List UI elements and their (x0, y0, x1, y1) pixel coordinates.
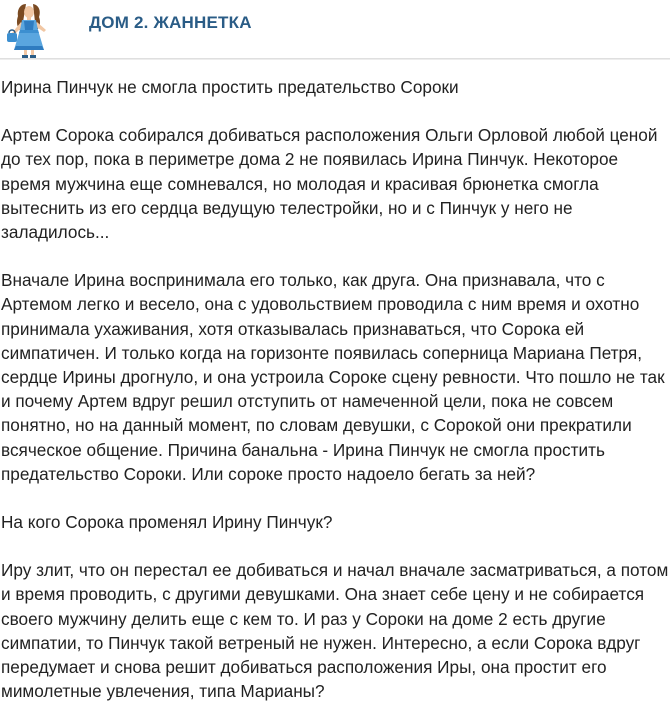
site-title[interactable]: ДОМ 2. ЖАННЕТКА (89, 13, 252, 32)
site-header (0, 0, 670, 58)
header-divider (0, 58, 670, 60)
article-paragraph: Иру злит, что он перестал ее добиваться и начал вначале засматриваться, а потом и время проводить, с другими девушками. Она знает себе цену и не собирается своего мужчину делить еще с кем то. И раз у Сороки на доме 2 есть другие симпатии, то Пинчук такой ветреный не нужен. Интересно, а если Сорока вдруг передумает и снова решит добиваться расположения Иры, она простит его мимолетные увлечения, типа Марианы? (1, 560, 669, 702)
article-subheading: На кого Сорока променял Ирину Пинчук? (1, 512, 333, 533)
article-title: Ирина Пинчук не смогла простить предательство Сороки (1, 77, 459, 97)
article-paragraph: Вначале Ирина воспринимала его только, как друга. Она признавала, что с Артемом легко и весело, она с удовольствием проводила с ним время и охотно принимала ухаживания, хотя отказывалась признаваться, что Сорока ей симпатичен. И только когда на горизонте появилась соперница Мариана Петря, сердце Ирины дрогнуло, и она устроила Сороке сцену ревности. Что пошло не так и почему Артем вдруг решил отступить от намеченной цели, пока не совсем понятно, но на данный момент, по словам девушки, с Сорокой они прекратили всяческое общение. Причина банальна - Ирина Пинчук не смогла простить предательство Сороки. Или сороке просто надоело бегать за ней? (1, 270, 665, 484)
girl-in-blue-dress-icon[interactable] (0, 0, 60, 58)
article-body (1, 75, 669, 727)
article-paragraph: Артем Сорока собирался добиваться расположения Ольги Орловой любой ценой до тех пор, пока в периметре дома 2 не появилась Ирина Пинчук. Некоторое время мужчина еще сомневался, но молодая и красивая брюнетка смогла вытеснить из его сердца ведущую телестройки, но и с Пинчук у него не заладилось... (1, 125, 658, 243)
